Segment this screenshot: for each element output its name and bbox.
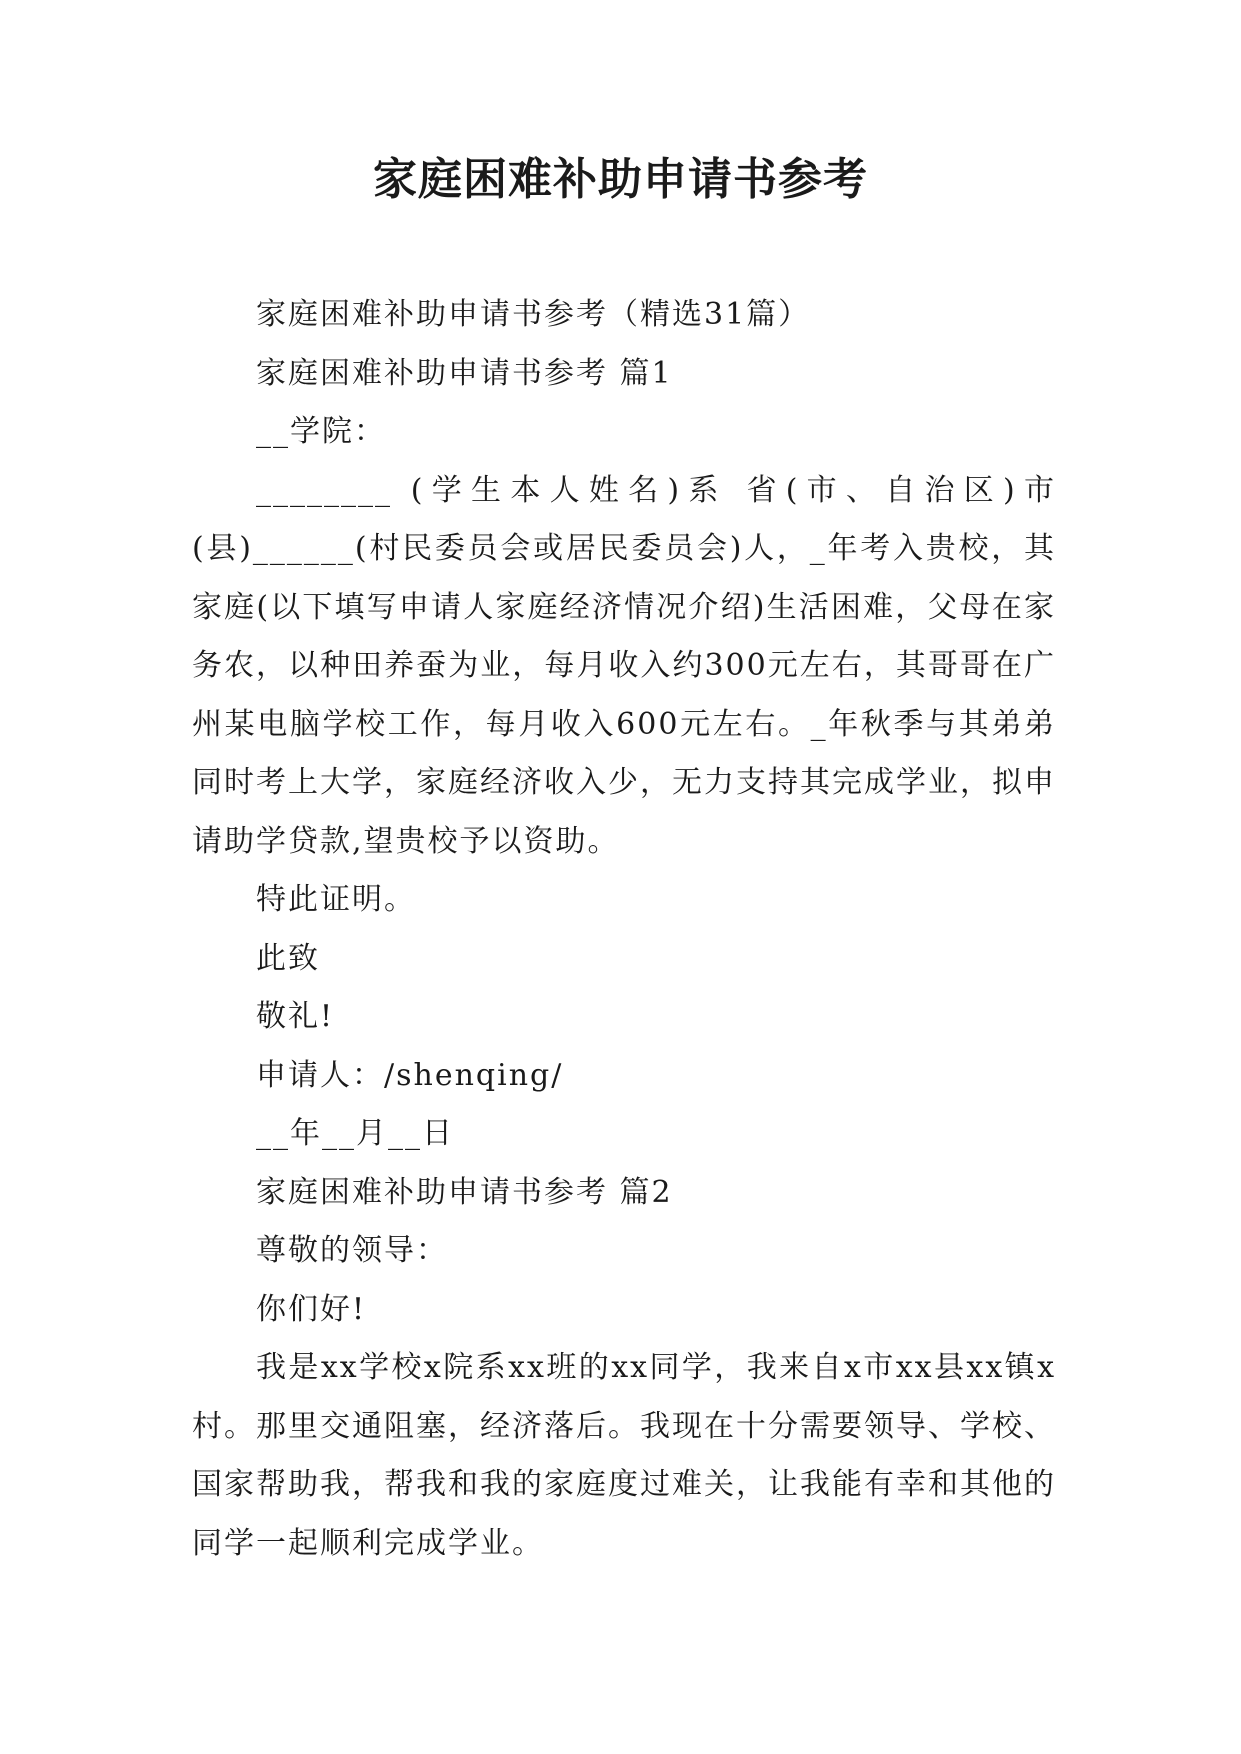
date-line: __年__月__日 <box>256 1116 454 1151</box>
section-heading-2: 家庭困难补助申请书参考 篇2 <box>256 1174 673 1210</box>
document-body <box>192 286 1056 1573</box>
applicant-line: 申请人：/shenqing/ <box>256 1057 564 1093</box>
section-heading-1: 家庭困难补助申请书参考 篇1 <box>256 355 673 391</box>
certify-line: 特此证明。 <box>256 882 416 917</box>
salutation-line: 此致 <box>256 940 320 976</box>
application-paragraph-1: ________ (学生本人姓名)系 省(市、自治区)市(县)______(村民委员会或居民委员会)人，_年考入贵校，其家庭(以下填写申请人家庭经济情况介绍)生活困难，父母在家务农，以种田养蚕为业，每月收入约300元左右，其哥哥在广州某电脑学校工作，每月收入600元左右。_年秋季与其弟弟同时考上大学，家庭经济收入少，无力支持其完成学业，拟申请助学贷款,望贵校予以资助。 <box>192 472 1056 859</box>
subtitle-line: 家庭困难补助申请书参考（精选31篇） <box>256 297 811 332</box>
addressee-line: __学院： <box>256 414 386 449</box>
application-paragraph-2: 我是xx学校x院系xx班的xx同学，我来自x市xx县xx镇x村。那里交通阻塞，经济落后。我现在十分需要领导、学校、国家帮助我，帮我和我的家庭度过难关，让我能有幸和其他的同学一起顺利完成学业。 <box>192 1350 1056 1561</box>
greeting-line: 你们好! <box>256 1291 367 1327</box>
greeting-addressee: 尊敬的领导： <box>256 1233 448 1268</box>
document-title: 家庭困难补助申请书参考 <box>373 154 868 205</box>
regards-line: 敬礼! <box>256 999 335 1034</box>
